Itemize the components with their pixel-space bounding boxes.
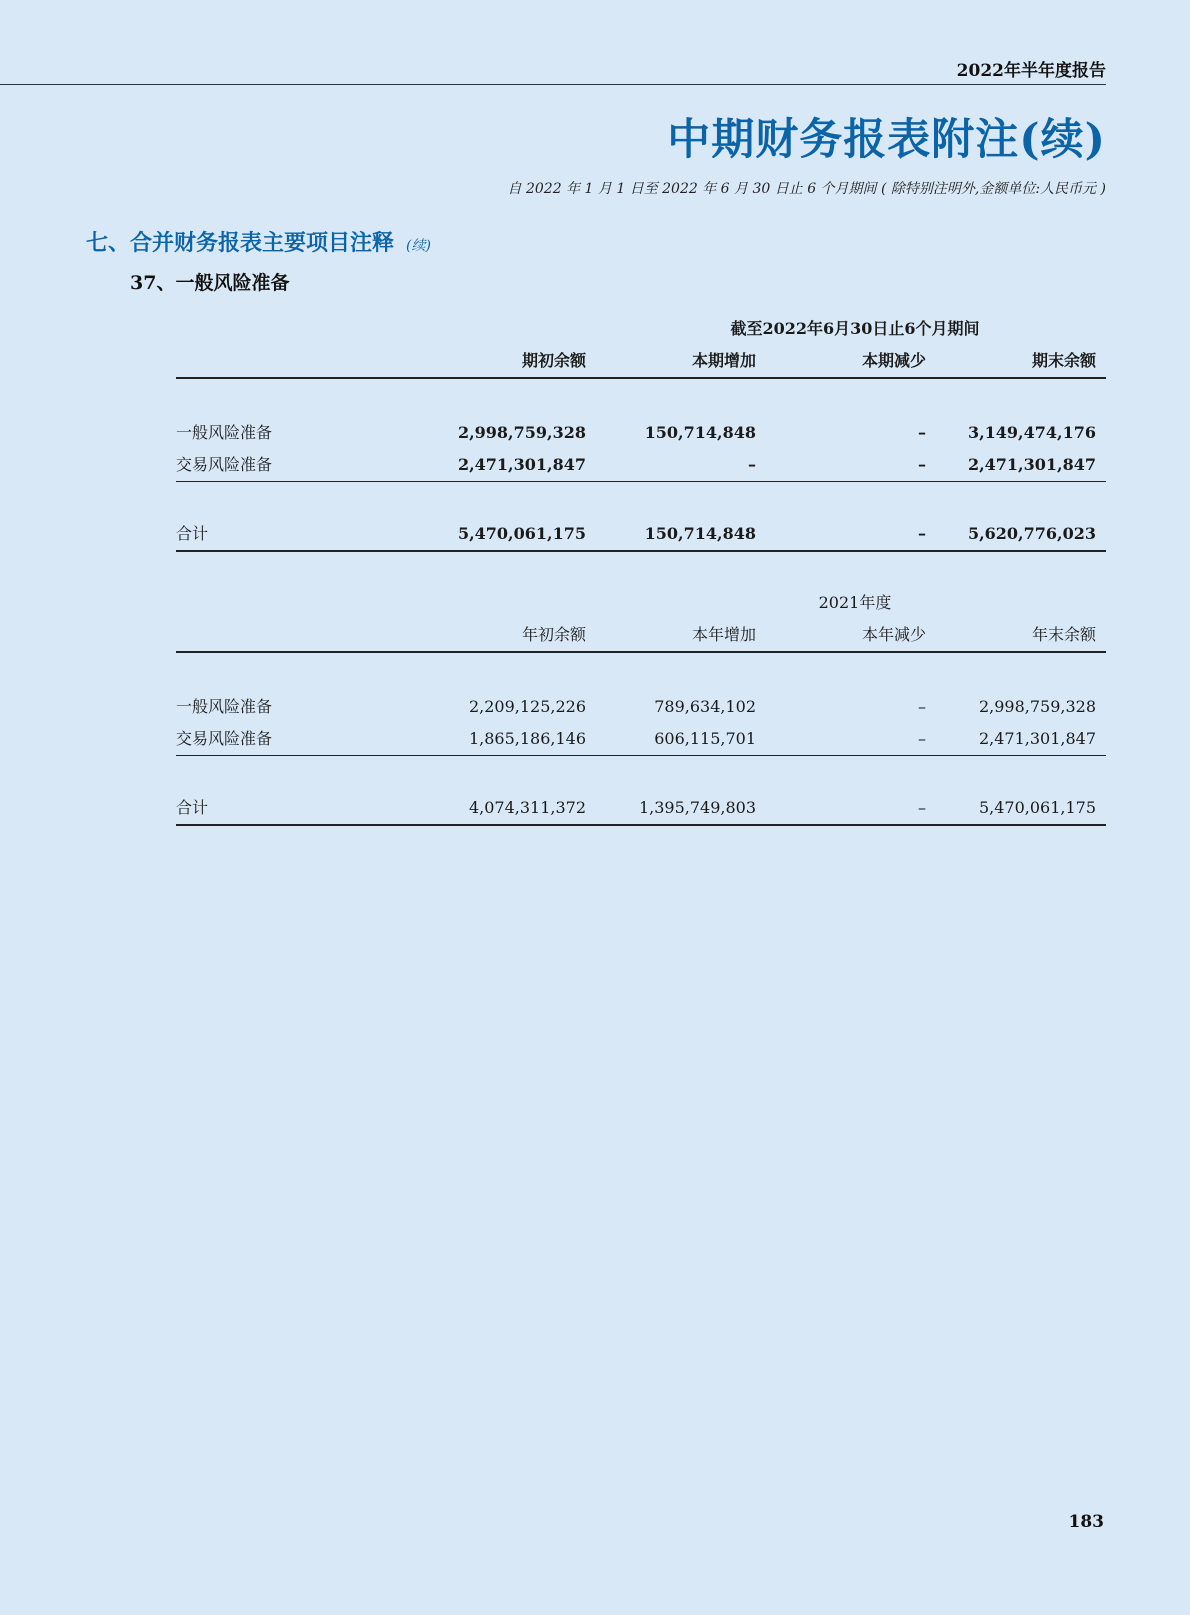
table-cell: 5,470,061,175 (978, 798, 1096, 817)
row-label: 合计 (176, 524, 209, 543)
table-cell: 2,471,301,847 (457, 455, 586, 474)
column-header: 本年增加 (691, 625, 756, 644)
table-total-row (176, 792, 1106, 824)
column-header: 年末余额 (1031, 625, 1096, 644)
column-header: 本期增加 (691, 351, 756, 370)
row-label: 交易风险准备 (176, 729, 273, 748)
table-header-row (176, 345, 1106, 377)
row-label: 交易风险准备 (176, 455, 273, 474)
table-cell: 789,634,102 (654, 697, 756, 716)
section-heading (86, 226, 431, 257)
table-cell: 5,620,776,023 (967, 524, 1096, 543)
table-row (176, 723, 1106, 755)
table-cell: – (918, 524, 926, 543)
column-header: 年初余额 (521, 625, 586, 644)
table-period-row (176, 313, 1106, 345)
continued-label: (续) (406, 238, 431, 254)
table-cell: – (918, 455, 926, 474)
section-heading-text: 七、合并财务报表主要项目注释 (86, 230, 395, 256)
table-header-row (176, 619, 1106, 651)
table-period: 截至2022年6月30日止6个月期间 (730, 319, 980, 338)
table-cell: – (918, 798, 926, 817)
table-row (176, 449, 1106, 481)
table-cell: 606,115,701 (654, 729, 756, 748)
row-label: 合计 (176, 798, 209, 817)
table-cell: – (918, 697, 926, 716)
table-cell: 4,074,311,372 (468, 798, 586, 817)
table-row (176, 691, 1106, 723)
table-cell: 150,714,848 (644, 423, 756, 442)
table-period-row (176, 587, 1106, 619)
row-label: 一般风险准备 (176, 697, 273, 716)
note-heading: 37、一般风险准备 (130, 272, 290, 294)
column-header: 本年减少 (861, 625, 926, 644)
table-cell: 2,998,759,328 (457, 423, 586, 442)
column-header: 期初余额 (521, 351, 586, 370)
table-cell: 3,149,474,176 (967, 423, 1096, 442)
table-cell: 2,209,125,226 (468, 697, 586, 716)
table-cell: 150,714,848 (644, 524, 756, 543)
table-cell: 5,470,061,175 (457, 524, 586, 543)
column-header: 期末余额 (1031, 351, 1096, 370)
report-label: 2022年半年度报告 (956, 61, 1106, 81)
table-rule (176, 824, 1106, 826)
column-header: 本期减少 (861, 351, 926, 370)
table-total-row (176, 518, 1106, 550)
table-cell: – (748, 455, 756, 474)
table-cell: 2,998,759,328 (978, 697, 1096, 716)
table-row (176, 417, 1106, 449)
reserve-table-2021 (176, 587, 1106, 826)
table-period: 2021年度 (818, 593, 892, 612)
table-rule (176, 550, 1106, 552)
reserve-table-2022 (176, 313, 1106, 552)
table-cell: – (918, 729, 926, 748)
table-cell: 1,395,749,803 (638, 798, 756, 817)
table-cell: – (918, 423, 926, 442)
header-rule (0, 84, 1106, 85)
table-cell: 2,471,301,847 (967, 455, 1096, 474)
row-label: 一般风险准备 (176, 423, 273, 442)
period-subtitle: 自 2022 年 1 月 1 日至 2022 年 6 月 30 日止 6 个月期间 ( 除特别注明外,金额单位:人民币元 ) (507, 181, 1106, 197)
table-cell: 1,865,186,146 (468, 729, 586, 748)
page-number: 183 (1068, 1512, 1104, 1532)
table-cell: 2,471,301,847 (978, 729, 1096, 748)
page-title: 中期财务报表附注(续) (667, 115, 1106, 165)
